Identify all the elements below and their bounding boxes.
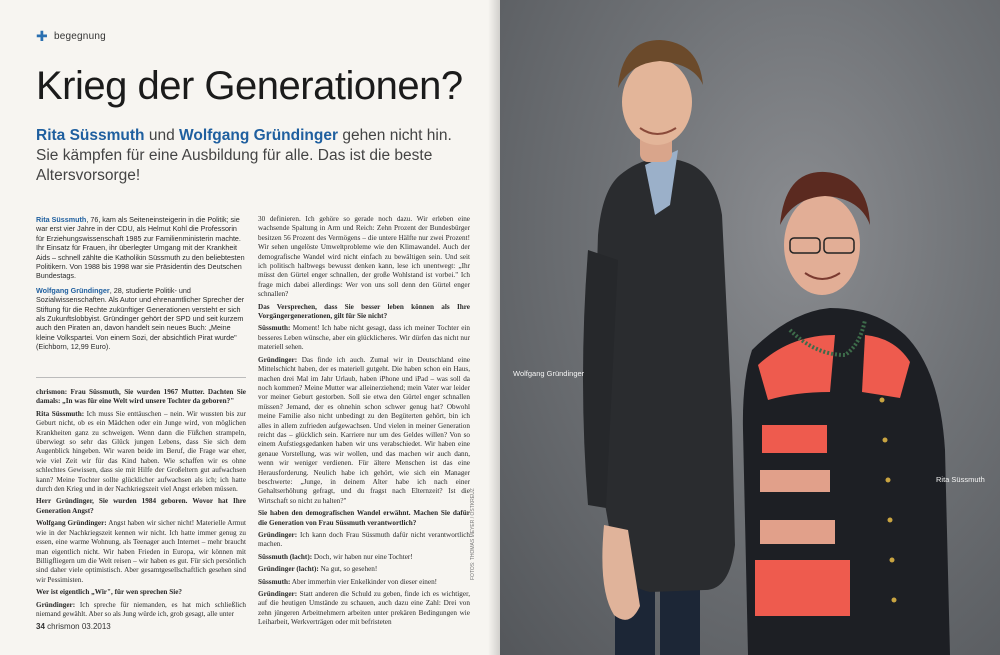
right-page-photo: [500, 0, 1000, 655]
speaker-label: Gründinger (lacht):: [258, 565, 319, 574]
lead-text: gehen nicht hin. Sie kämpfen für eine Ausbildung für alle. Das ist die beste Altersvorsorge!: [36, 127, 452, 184]
interview-answer: [258, 356, 470, 507]
interview-question: Wer ist eigentlich „Wir", für wen sprechen Sie?: [36, 588, 183, 597]
magazine-issue: chrismon 03.2013: [47, 622, 111, 631]
answer-text: Ich spreche für niemanden, es hat mich schließlich niemand gewählt. Aber so als Jung würde ich, grob gesagt, alle unter: [36, 600, 246, 618]
photo-subject-wolfgang: [583, 40, 735, 655]
bio-rita: [36, 215, 246, 281]
answer-text: Moment! Ich habe nicht gesagt, dass ich meiner Tochter ein besseres Leben wünsche, aber ein glücklicheres. Wir dürfen das nicht nur materiell sehen.: [258, 324, 470, 352]
caption-wolfgang: Wolfgang Gründinger: [513, 369, 585, 378]
bio-name-rita: Rita Süssmuth: [36, 215, 87, 224]
answer-text: Statt anderen die Schuld zu geben, finde ich es wichtiger, auf die heutigen Umstände zu schauen, auch dazu eine Zahl: Drei von zehn jüngeren Arbeitnehmern arbeiten unter prekären Bedingungen wie Leiharbeit, Werkverträgen oder mit befristeten: [258, 590, 470, 627]
interview-question: Herr Gründinger, Sie wurden 1984 geboren. Wovor hat Ihre Generation Angst?: [36, 497, 246, 515]
plus-cross-icon: ✚: [36, 28, 48, 44]
page-footer: [36, 622, 111, 631]
answer-text: Das finde ich auch. Zumal wir in Deutschland eine Mittelschicht haben, der es materiell gutgeht. Die haben schon ein Haus, machen drei Mal im Jahr Urlaub, haben iPhone und iPad – was soll da noch kommen? Meine Mutter war alleinerziehend; mein Vater war leider vor meiner Geburt gestorben. Soll sie etwa den Gürtel enger schnallen müssen? Jemand, der es ohnehin schon schwer genug hat? Obwohl meine Familie also nicht unbedingt zu den Begüterten gehört, bin ich alles in allem zufrieden aufgewachsen. Und vielen in meiner Generation reicht das – glücklich sein. Karriere nur um des Geldes willen? Von so einem Aufstiegsgedanken haben wir uns verabschiedet. Wir haben eine genaue Vorstellung, was wir wollen, und das machen wir auch dann, wenn wir weniger verdienen. Für ältere Menschen ist das eine Herausforderung. Neulich habe ich gehört, wie sich ein Manager beschwerte: „Junge, in deinem Alter habe ich nach einer Gehaltserhöhung gefragt, und du fragst nach Elternzeit? Ist die Wirtschaft so nicht zu halten?": [258, 355, 470, 505]
interview-column-1: [36, 388, 246, 622]
speaker-label: Süssmuth:: [258, 324, 291, 333]
interview-answer: [258, 590, 470, 628]
interview-answer: [36, 410, 246, 495]
bio-name-wolfgang: Wolfgang Gründinger: [36, 285, 110, 295]
speaker-label: Süssmuth:: [258, 577, 291, 586]
article-title: Krieg der Generationen?: [36, 64, 463, 108]
interview-column-2: [258, 215, 470, 631]
interview-question: chrismon: Frau Süssmuth, Sie wurden 1967 Mutter. Dachten Sie damals: „In was für eine Welt wird unsere Tochter da geboren?": [36, 388, 246, 406]
speaker-label: Gründinger:: [258, 531, 298, 539]
interview-answer: [36, 601, 246, 620]
interview-answer: [258, 578, 470, 587]
answer-text: 30 definieren. Ich gehöre so gerade noch dazu. Wir erleben eine wachsende Spaltung in Arm und Reich: Zehn Prozent der Bundesbürger besitzen 56 Prozent des Vermögens – die untere Hälfte nur zwei Prozent! Wir sehen ungelöste Umweltprobleme wie den Klimawandel. Auch der demografische Wandel wird nicht einfach zu bewältigen sein. Und seit ich politisch halbwegs bewusst denken kann, lese ich unentwegt: „Ihr müsst den Gürtel enger schnallen, der große Wohlstand ist vorbei." Ich frage mich dabei allerdings: Wer von uns soll denn den Gürtel enger schnallen?: [258, 215, 470, 299]
bio-column: [36, 215, 246, 357]
interview-answer: [258, 324, 470, 352]
speaker-label: Gründinger:: [258, 355, 298, 364]
answer-text: Ich kann doch Frau Süssmuth dafür nicht verantwortlich machen.: [258, 531, 470, 549]
section-label: begegnung: [54, 30, 106, 42]
photo-subject-rita: [743, 172, 950, 655]
bio-text-wolfgang: , 28, studierte Politik- und Sozialwissenschaften. Als Autor und ehrenamtlicher Sprecher der Stiftung für die Rechte zukünftiger Generationen versteht er sich als Zukunftslobbyist. Gründinger gehört der SPD und seit kurzem auch den Piraten an, davon handelt sein neues Buch: „Meine kleine Volkspartei. Von einem Sozi, der absichtlich Pirat wurde" (Eichborn, 12,99 Euro).: [36, 285, 245, 352]
speaker-label: Gründinger:: [36, 600, 76, 609]
lead-name-rita: Rita Süssmuth: [36, 127, 145, 144]
lead-and: und: [144, 127, 179, 144]
lead-name-wolfgang: Wolfgang Gründinger: [179, 127, 339, 144]
interview-answer: [258, 215, 470, 300]
interview-question: Sie haben den demografischen Wandel erwähnt. Machen Sie dafür die Generation von Frau Süssmuth verantwortlich?: [258, 509, 470, 527]
answer-text: Na gut, so gesehen!: [318, 565, 378, 574]
answer-text: Ich muss Sie enttäuschen – nein. Wir wussten bis zur Geburt nicht, ob es ein Mädchen oder ein Junge wird, von möglichen Krankheiten ganz zu schweigen. Wenn dann die Füßchen strampeln, überwiegt so sehr das Glück jungen Lebens, dass Sie sich dem Augenblick hingeben. Wir waren beide im Beruf, die Frage war eher, wie viel Zeit wir für das Kind haben. Wie schaffen wir es ohne schlechtes Gewissen, dass sie mit Hilfe der Großeltern gut aufwachsen kann? Meine Tochter sollte glücklicher aufwachsen als ich; ich hatte durch den Krieg und in der Nachkriegszeit viel Angst erleben müssen.: [36, 409, 246, 494]
bio-text-rita: , 76, kam als Seiteneinsteigerin in die Politik; sie war erst vier Jahre in der CDU, als Helmut Kohl die Professorin für Erziehungswissenschaft 1985 zur Familienministerin machte. Ihr Einsatz für Frauen, ihr überlegter Umgang mit der Krankheit Aids – schnell zählte die Katholikin Süssmuth zu den beliebtesten Politikern. Von 1988 bis 1998 war sie Präsidentin des Deutschen Bundestags.: [36, 215, 245, 281]
speaker-label: Wolfgang Gründinger:: [36, 519, 107, 528]
answer-text: Angst haben wir sicher nicht! Materielle Armut wie in der Nachkriegszeit kennen wir nicht. Ich hatte immer genug zu essen, eine warme Wohnung, als Teenager auch Internet – mehr braucht man eigentlich nicht. Wir haben Frieden in Europa, wir können mit Billigfliegern um die Welt reisen – wir haben es gut. Für sich persönlich sind daher viele optimistisch. Aber gesamtgesellschaftlich gesehen sind wir Pessimisten.: [36, 519, 246, 584]
interview-answer: [258, 531, 470, 550]
bio-wolfgang: [36, 286, 246, 352]
speaker-label: Süssmuth (lacht):: [258, 552, 313, 561]
interview-answer: [258, 553, 470, 562]
answer-text: Aber immerhin vier Enkelkinder von dieser einen!: [290, 577, 438, 586]
portrait-photo: [500, 0, 1000, 655]
caption-rita: Rita Süssmuth: [936, 475, 985, 484]
article-lead: [36, 126, 476, 186]
speaker-label: Gründinger:: [258, 590, 298, 599]
interview-question: Das Versprechen, dass Sie besser leben können als Ihre Vorgängergenerationen, gilt für Sie nicht?: [258, 302, 470, 321]
photo-credit: FOTOS: THOMAS MEYER / OSTKREUZ: [470, 488, 476, 580]
answer-text: Doch, wir haben nur eine Tochter!: [312, 552, 413, 561]
section-header: [36, 30, 106, 42]
speaker-label: Rita Süssmuth:: [36, 409, 85, 418]
divider: [36, 377, 246, 378]
interview-answer: [36, 519, 246, 585]
interview-answer: [258, 565, 470, 574]
page-number: 34: [36, 622, 45, 631]
